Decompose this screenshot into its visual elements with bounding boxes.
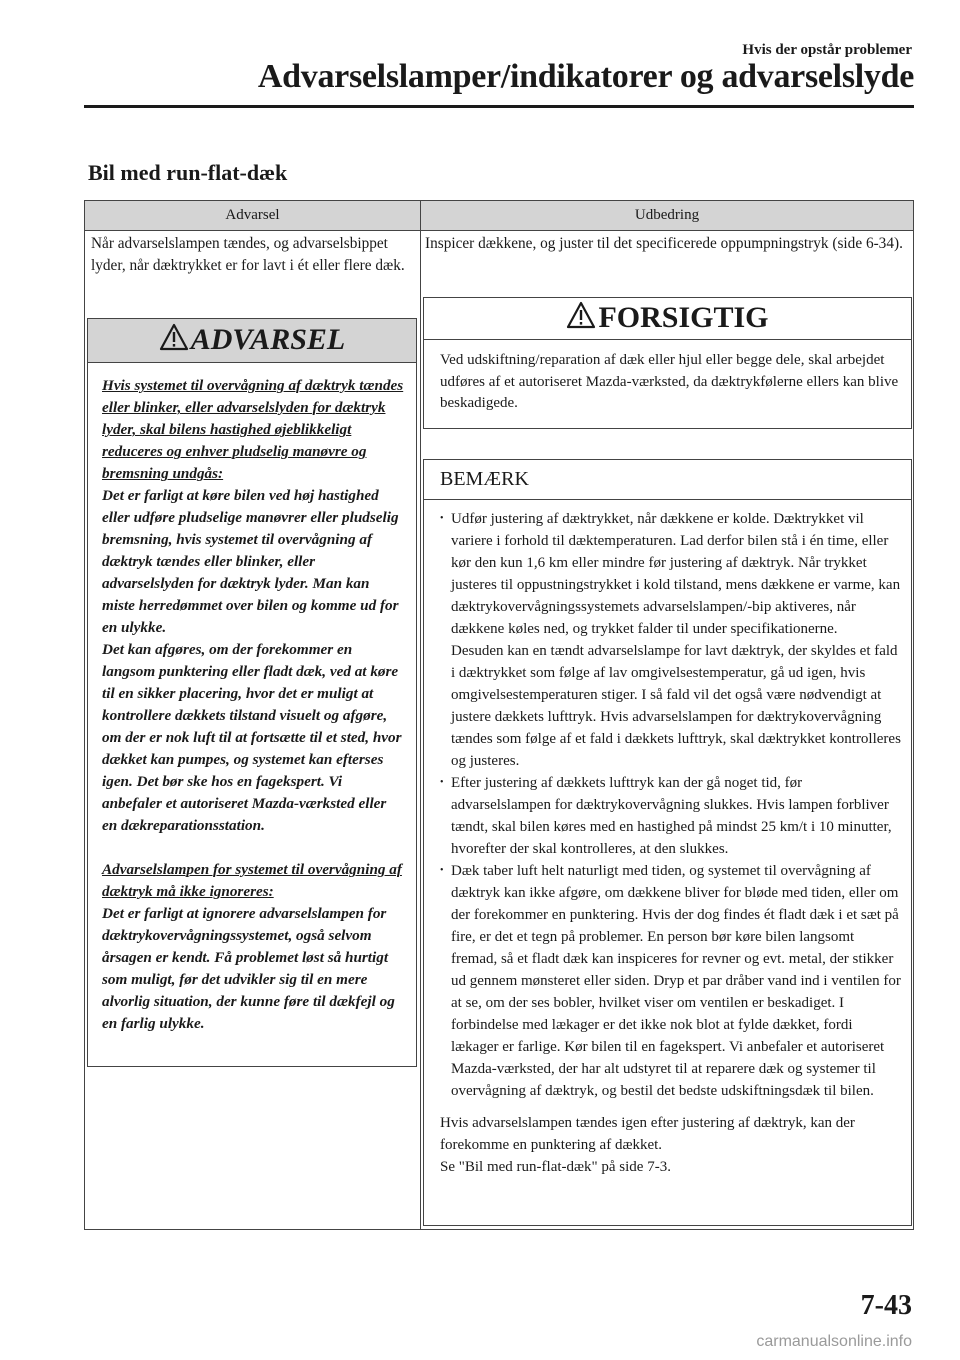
watermark: carmanualsonline.info <box>756 1333 912 1350</box>
page-number: 7-43 <box>860 1290 912 1321</box>
note-box-body <box>440 508 902 1178</box>
caution-box-header <box>424 298 911 340</box>
note-bullet-1-extra: Desuden kan en tændt advarselslampe for lavt dæktryk, der skyldes et fald i dæktrykket som følge af lav omgivelsestemperatur, gå ud igen, hvis omgivelsestemperaturen stiger. I så fald vil det også være nødvendigt at justere dækkets lufttryk. Hvis advarselslampen for dæktrykovervågning tændes som følge af et fald i dækkets lufttryk, skal dæktrykket kontrolleres og justeres. <box>451 643 901 769</box>
table-header <box>85 201 913 231</box>
info-table <box>84 200 914 1230</box>
section-label: Hvis der opstår problemer <box>742 42 912 58</box>
note-outro-2: Se "Bil med run-flat-dæk" på side 7-3. <box>440 1159 671 1175</box>
note-outro-1: Hvis advarselslampen tændes igen efter justering af dæktryk, kan der forekomme en punktering af dækket. <box>440 1115 855 1153</box>
note-outro <box>440 1112 902 1178</box>
warning-box-body <box>102 375 404 1035</box>
warning-cell-text: Når advarselslampen tændes, og advarselsbippet lyder, når dæktrykket er for lavt i ét eller flere dæk. <box>91 235 405 274</box>
warning-paragraph-2: Det kan afgøres, om der forekommer en langsom punktering eller fladt dæk, ved at køre til en sikker placering, hvor det er muligt at kontrollere dækkets tilstand visuelt og afgøre, om der er nok luft til at fortsætte til et sted, hvor dækket kan pumpes, og systemet kan efterses igen. Det bør ske hos en fagekspert. Vi anbefaler et autoriseret Mazda-værksted eller en dækreparationsstation. <box>102 641 402 834</box>
note-bullet-3-text: Dæk taber luft helt naturligt med tiden, og systemet til overvågning af dæktryk kan ikke afgøre, om dækkene bliver for bløde med tiden, eller om der forekommer en punktering. Hvis der dog findes ét fladt dæk i et sæt på fire, er det et tegn på problemer. En person bør køre bilen langsomt fremad, så et fladt dæk kan inspiceres for revner og evt. metal, der stikker ud gennem mønsteret eller siden. Dryp et par dråber vand ind i ventilen for at se, om der ses bobler, hvilket viser om ventilen er beskadiget. I forbindelse med lækager er det ikke nok blot at fylde dækket, fordi lækager er farlige. Kør bilen til en fagekspert. Vi anbefaler et autoriseret Mazda-værksted, der har alt udstyret til at reparere dæk og systemer til overvågning af dæktryk, og bestil det bedste udskiftningsdæk til bilen. <box>451 863 901 1099</box>
note-bullet-2 <box>440 772 902 860</box>
note-box-title: BEMÆRK <box>440 468 529 490</box>
warning-box-title: ADVARSEL <box>190 323 346 356</box>
warning-box-header <box>88 319 416 363</box>
note-bullet-2-text: Efter justering af dækkets lufttryk kan der gå noget tid, før advarselslampen for dæktrykovervågning slukkes. Hvis lampen forbliver tændt, skal bilen køres med en hastighed på mindst 25 km/t i 10 minutter, hvorefter der skal kontrolleres, at den slukkes. <box>451 775 892 857</box>
caution-box <box>423 297 912 429</box>
bullet-dot-icon: • <box>440 777 444 788</box>
warning-paragraph-3: Det er farligt at ignorere advarselslampen for dæktrykovervågningssystemet, også selvom årsagen er kendt. Få problemet løst så hurtigt som muligt, før det udvikler sig til en mere alvorlig situation, der kunne føre til dækfejl og en farlig ulykke. <box>102 905 395 1032</box>
bullet-dot-icon: • <box>440 513 444 524</box>
column-header-remedy: Udbedring <box>634 207 700 223</box>
warning-triangle-icon <box>566 301 596 334</box>
warning-heading-1: Hvis systemet til overvågning af dæktryk tændes eller blinker, eller advarselslyden for dæktryk lyder, skal bilens hastighed øjeblikkeligt reduceres og enhver pludselig manøvre og bremsning undgås: <box>102 377 404 482</box>
caution-box-text: Ved udskiftning/reparation af dæk eller hjul eller begge dele, skal arbejdet udføres af et autoriseret Mazda-værksted, da dæktrykfølerne ellers kan blive beskadigede. <box>440 352 899 411</box>
section-subtitle: Bil med run-flat-dæk <box>88 160 288 185</box>
note-bullet-1-text: Udfør justering af dæktrykket, når dækkene er kolde. Dæktrykket vil variere i forhold til dæktemperaturen. Lad derfor bilen stå i én time, eller kør den kun 1,6 km eller mindre før justering af dæktryk. Når trykket justeres til oppustningstrykket i kold tilstand, mens dækkene er varme, kan dæktrykovervågningssystemets advarselslampen/-bip aktiveres, når dækkene køles ned, og trykket falder til under specifikationerne. <box>451 511 901 637</box>
note-bullet-1 <box>440 508 902 772</box>
warning-heading-2: Advarselslampen for systemet til overvågning af dæktryk må ikke ignoreres: <box>102 861 402 900</box>
caution-box-title: FORSIGTIG <box>598 301 769 334</box>
page-title: Advarselslamper/indikatorer og advarselslyde <box>257 58 914 95</box>
note-box <box>423 459 912 1226</box>
header-rule <box>84 105 914 108</box>
column-header-warning: Advarsel <box>225 207 280 223</box>
column-divider <box>420 201 421 1229</box>
bullet-dot-icon: • <box>440 865 444 876</box>
note-box-header <box>424 460 911 500</box>
remedy-cell-text: Inspicer dækkene, og juster til det specificerede oppumpningstryk (side 6-34). <box>425 235 903 252</box>
warning-triangle-icon <box>159 323 189 356</box>
note-bullet-3 <box>440 860 902 1102</box>
warning-paragraph-1: Det er farligt at køre bilen ved høj hastighed eller udføre pludselige manøvrer eller pludselig bremsning, hvis systemet til overvågning af dæktryk tændes eller blinker, eller advarselslyden for dæktryk lyder. Man kan miste herredømmet over bilen og komme ud for en ulykke. <box>102 487 399 636</box>
warning-box <box>87 318 417 1067</box>
